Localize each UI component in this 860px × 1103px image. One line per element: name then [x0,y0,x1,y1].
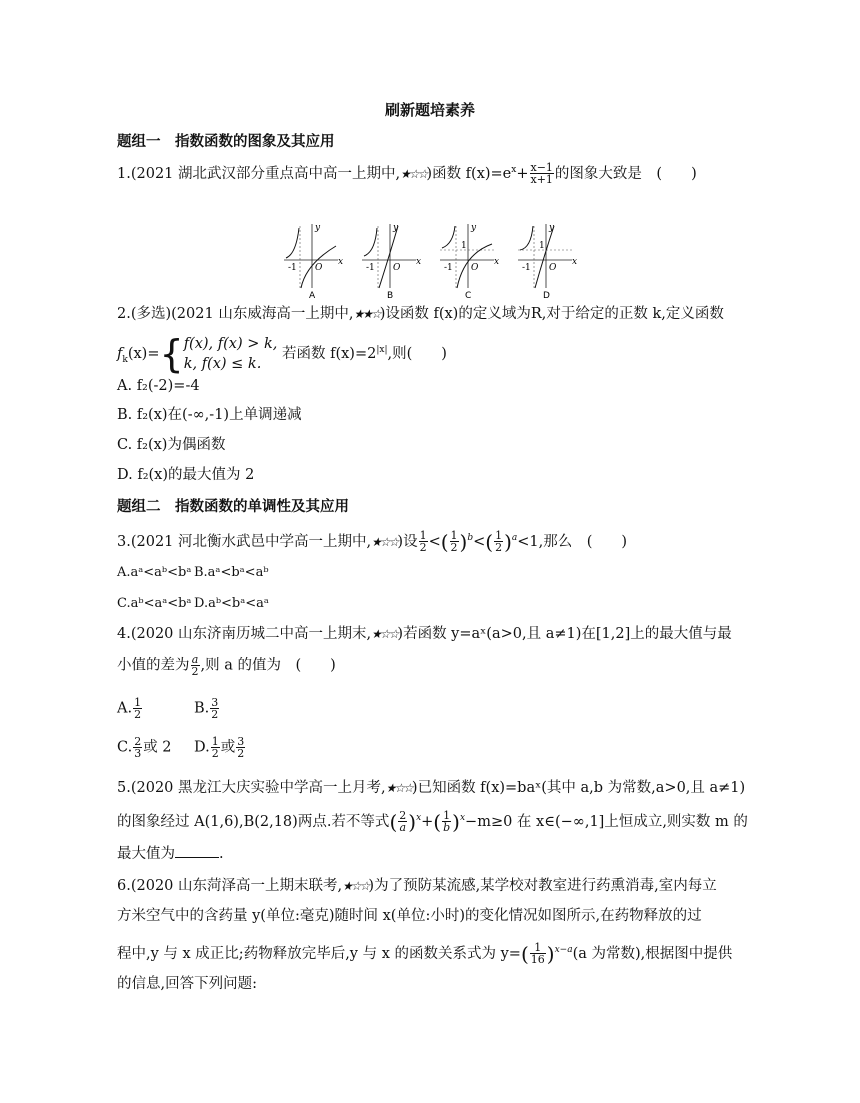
question-5-line-3: 最大值为 . [117,843,224,864]
origin-label: O [471,263,479,273]
minus-one-label: -1 [444,263,453,273]
piecewise-cases: f(x), f(x) > k, k, f(x) ≤ k. [183,336,278,372]
answer-blank[interactable] [175,843,219,858]
question-1-graphs [280,218,580,300]
difficulty-stars-icon: ★☆☆ [342,879,369,893]
minus-one-label: -1 [288,263,297,273]
graph-option-label: B [387,291,394,300]
origin-label: O [549,263,557,273]
one-label: 1 [461,241,467,251]
axis-x-label: x [416,257,422,267]
axis-x-label: x [572,257,578,267]
q3-option-b: B.aᵃ<bᵃ<aᵇ [194,565,269,580]
origin-label: O [393,263,401,273]
q2-option-a: A. f₂(-2)=-4 [117,378,200,394]
fraction: $\frac{x-1}{x+1}$ [530,161,553,187]
question-6: 6.(2020 山东菏泽高一上期末联考,★☆☆)为了预防某流感,某学校对教室进行药熏消毒,室内每立 [117,878,717,894]
curve-right [379,226,398,288]
question-5-line-2: 的图象经过 A(1,6),B(2,18)两点.若不等式( $\frac{2}{a}$ )$^x$+( $\frac{1}{b}$ )$^x$−m≥0 在 x∈(−∞,1]上恒成立,则实数 m 的 [117,809,748,835]
graph-option-label: A [309,291,316,300]
group-title-2: 题组二 指数函数的单调性及其应用 [117,499,349,515]
one-label: 1 [539,241,545,251]
difficulty-stars-icon: ★☆☆ [400,166,427,181]
page-title: 刷新题培素养 [384,101,475,119]
difficulty-stars-icon: ★★☆ [353,307,380,321]
axis-y-label: y [471,223,477,233]
q3-option-c: C.aᵇ<aᵃ<bᵃ [117,596,192,611]
minus-one-label: -1 [522,263,531,273]
axis-y-label: y [315,223,321,233]
graph-option-label: D [543,291,550,300]
question-6-line-2: 方米空气中的含药量 y(单位:毫克)随时间 x(单位:小时)的变化情况如图所示,在药物释放的过 [117,908,702,924]
graph-option-label: C [465,291,472,300]
question-2-definition: $f_k(x)=\{f(x)$, f(x) > k, k, f(x) ≤ k. 若函数 $f(x)=2^{|x|}$,则( ) [117,332,447,376]
question-2: 2.(多选)(2021 山东威海高一上期中,★★☆)设函数 f(x)的定义域为R,对于给定的正数 k,定义函数 [117,306,724,322]
q2-option-d: D. f₂(x)的最大值为 2 [117,467,255,483]
q4-option-c: C. $\frac{2}{3}$ 或 2 [117,735,172,760]
curve-left [442,226,455,248]
minus-one-label: -1 [366,263,375,273]
question-3: 3.(2021 河北衡水武邑中学高一上期中,★☆☆)设 $\frac{1}{2}$ <( $\frac{1}{2}$ )$^b$<( $\frac{1}{2}$ )$^a$<1,那么 ( ) [117,529,628,555]
curve-right [535,226,554,288]
q4-option-d: D. $\frac{1}{2}$ 或 $\frac{3}{2}$ [194,735,245,760]
curve-left [364,228,377,256]
difficulty-stars-icon: ★☆☆ [385,781,412,795]
q4-option-a: A. $\frac{1}{2}$ [117,696,142,721]
curve-left [520,226,533,250]
q2-option-b: B. f₂(x)在(-∞,-1)上单调递减 [117,407,302,423]
axis-x-label: x [494,257,500,267]
axis-y-label: y [393,223,399,233]
question-6-line-3: 程中,y 与 x 成正比;药物释放完毕后,y 与 x 的函数关系式为 y=( $\frac{1}{16}$ )$^{x-a}$(a 为常数),根据图中提供 [117,941,733,967]
q2-option-c: C. f₂(x)为偶函数 [117,437,226,453]
brace: { [159,332,184,376]
difficulty-stars-icon: ★☆☆ [371,627,398,641]
difficulty-stars-icon: ★☆☆ [371,534,398,549]
axis-y-label: y [549,223,555,233]
question-4: 4.(2020 山东济南历城二中高一上期末,★☆☆)若函数 y=aˣ(a>0,且 a≠1)在[1,2]上的最大值与最 [117,626,732,642]
axis-x-label: x [338,257,344,267]
q4-option-b: B. $\frac{3}{2}$ [194,696,219,721]
origin-label: O [315,263,323,273]
q3-option-a: A.aᵃ<aᵇ<bᵃ [117,565,192,580]
question-4-line-2: 小值的差为 $\frac{a}{2}$ ,则 a 的值为 ( ) [117,653,336,678]
group-title-1: 题组一 指数函数的图象及其应用 [117,134,335,150]
curve-left [286,228,299,258]
question-5: 5.(2020 黑龙江大庆实验中学高一上月考,★☆☆)已知函数 f(x)=baˣ(其中 a,b 为常数,a>0,且 a≠1) [117,780,746,796]
question-1: 1.(2021 湖北武汉部分重点高中高一上期中,★☆☆)函数 $f(x)=e^x+$ $\frac{x-1}{x+1}$ 的图象大致是 ( ) [117,161,697,187]
q3-option-d: D.aᵇ<bᵃ<aᵃ [194,596,269,611]
question-6-line-4: 的信息,回答下列问题: [117,976,257,992]
